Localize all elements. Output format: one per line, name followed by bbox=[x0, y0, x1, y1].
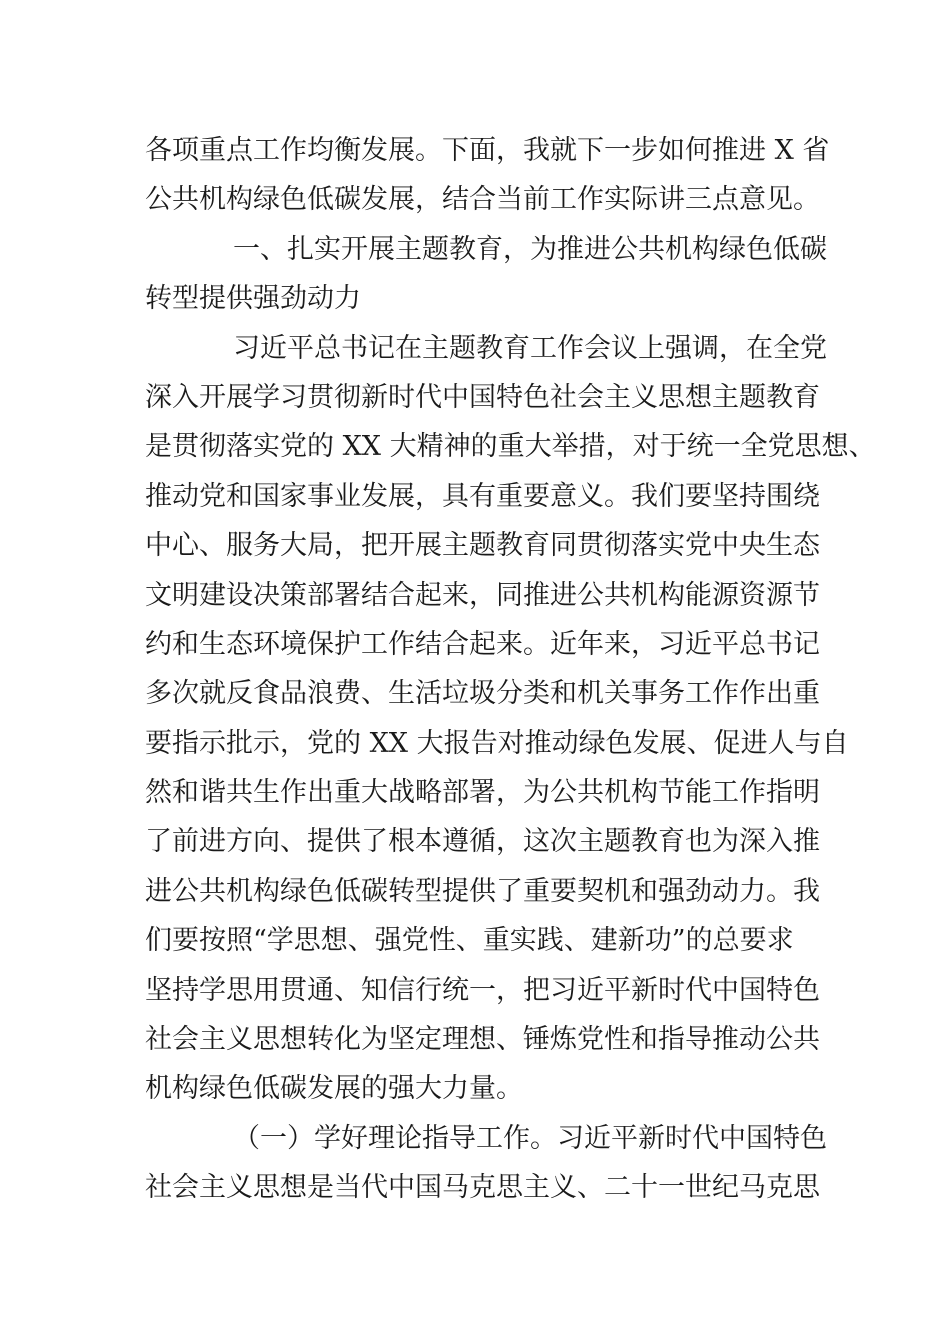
text-line-17: 们要按照“学思想、强党性、重实践、建新功”的总要求 bbox=[145, 925, 794, 957]
text-line-14: 然和谐共生作出重大战略部署，为公共机构节能工作指明 bbox=[145, 777, 820, 809]
text-line-5: 习近平总书记在主题教育工作会议上强调，在全党 bbox=[233, 332, 827, 364]
section-heading-1: 一、扎实开展主题教育，为推进公共机构绿色低碳 bbox=[233, 233, 827, 265]
text-line-9: 中心、服务大局，把开展主题教育同贯彻落实党中央生态 bbox=[145, 530, 820, 562]
text-line-1: 各项重点工作均衡发展。下面，我就下一步如何推进 X 省 bbox=[145, 135, 830, 166]
subsection-heading-1: （一）学好理论指导工作。习近平新时代中国特色 bbox=[233, 1122, 827, 1154]
text-line-22: 社会主义思想是当代中国马克思主义、二十一世纪马克思 bbox=[145, 1172, 820, 1204]
text-line-12: 多次就反食品浪费、生活垃圾分类和机关事务工作作出重 bbox=[145, 678, 820, 710]
body-text bbox=[145, 126, 876, 1213]
text-line-6: 深入开展学习贯彻新时代中国特色社会主义思想主题教育 bbox=[145, 381, 820, 413]
text-line-13: 要指示批示，党的 XX 大报告对推动绿色发展、促进人与自 bbox=[145, 727, 849, 759]
text-line-7: 是贯彻落实党的 XX 大精神的重大举措，对于统一全党思想、 bbox=[145, 431, 876, 463]
text-line-19: 社会主义思想转化为坚定理想、锤炼党性和指导推动公共 bbox=[145, 1024, 820, 1056]
text-line-10: 文明建设决策部署结合起来，同推进公共机构能源资源节 bbox=[145, 579, 820, 611]
text-line-8: 推动党和国家事业发展，具有重要意义。我们要坚持围绕 bbox=[145, 480, 820, 512]
text-line-15: 了前进方向、提供了根本遵循，这次主题教育也为深入推 bbox=[145, 826, 820, 858]
text-line-2: 公共机构绿色低碳发展，结合当前工作实际讲三点意见。 bbox=[145, 184, 820, 216]
text-line-11: 约和生态环境保护工作结合起来。近年来，习近平总书记 bbox=[145, 628, 820, 660]
text-line-18: 坚持学思用贯通、知信行统一，把习近平新时代中国特色 bbox=[145, 974, 820, 1006]
text-line-20: 机构绿色低碳发展的强大力量。 bbox=[145, 1073, 523, 1105]
text-line-16: 进公共机构绿色低碳转型提供了重要契机和强劲动力。我 bbox=[145, 875, 820, 907]
section-heading-1-continued: 转型提供强劲动力 bbox=[145, 283, 361, 315]
